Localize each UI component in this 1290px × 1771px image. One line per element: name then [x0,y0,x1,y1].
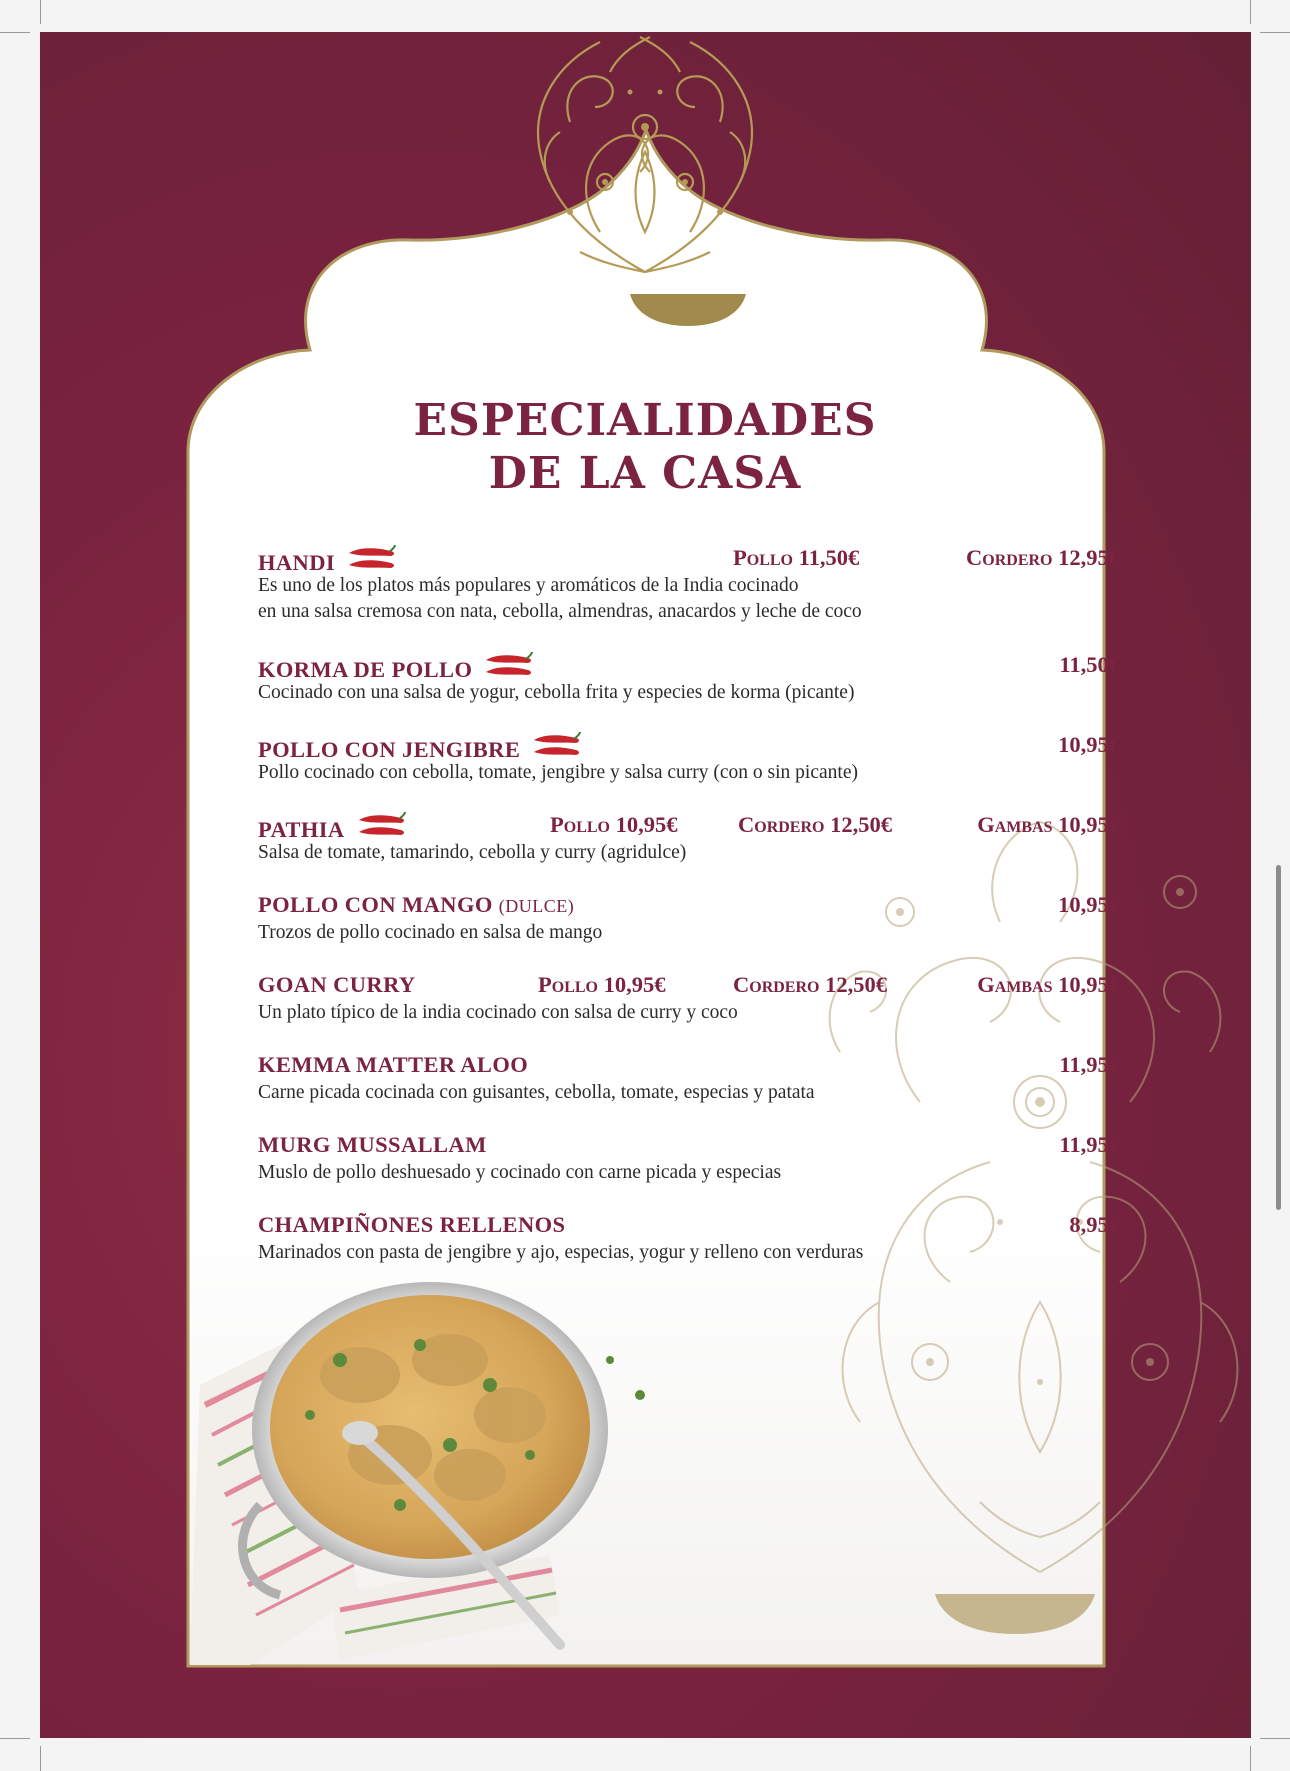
item-name: HANDI [258,545,397,581]
price-cordero: Cordero 12,50€ [733,972,887,997]
chili-pepper-icon [355,812,407,848]
bowl-ornament-top [630,292,746,328]
item-name: POLLO CON MANGO (DULCE) [258,892,575,917]
paisley-ornament-top [510,32,780,292]
item-name: PATHIA [258,812,407,848]
chili-pepper-icon [345,545,397,581]
menu-item-pollo-con-mango [258,892,1120,946]
item-description-line2: en una salsa cremosa con nata, cebolla, almendras, anacardos y leche de coco [258,601,862,622]
item-description: Cocinado con una salsa de yogur, cebolla frita y especies de korma (picante) [258,682,855,703]
price-pollo: Pollo 11,50€ [733,545,860,570]
price-gambas: Gambas 10,95€ [977,812,1120,837]
item-description: Un plato típico de la india cocinado con salsa de curry y coco [258,1002,738,1023]
crop-mark-top-left-v [40,0,41,24]
item-name: POLLO CON JENGIBRE [258,732,582,768]
price: 10,95€ [1058,892,1120,917]
price-pollo: Pollo 10,95€ [550,812,678,837]
crop-mark-bottom-right [1260,1738,1290,1739]
menu-item-pathia [258,812,1120,866]
menu-item-korma-de-pollo [258,652,1120,706]
menu-title-line1: ESPECIALIDADES [413,395,877,446]
item-description: Marinados con pasta de jengibre y ajo, especias, yogur y relleno con verduras [258,1242,864,1263]
price-cordero: Cordero 12,95€ [966,545,1120,570]
item-description: Trozos de pollo cocinado en salsa de mango [258,922,603,943]
item-name: CHAMPIÑONES RELLENOS [258,1212,566,1237]
chili-pepper-icon [482,652,534,688]
menu-item-champinones-rellenos [258,1212,1120,1266]
menu-item-pollo-con-jengibre [258,732,1120,786]
item-description-line1: Es uno de los platos más populares y aromáticos de la India cocinado [258,575,799,596]
menu-item-murg-mussallam [258,1132,1120,1186]
item-name: GOAN CURRY [258,972,416,997]
item-description: Pollo cocinado con cebolla, tomate, jengibre y salsa curry (con o sin picante) [258,762,858,783]
menu-title-line2: DE LA CASA [488,448,802,499]
crop-mark-bottom-right-v [1250,1746,1251,1771]
price: 10,95€ [1058,732,1120,757]
price-cordero: Cordero 12,50€ [738,812,892,837]
crop-mark-top-right [1260,32,1290,33]
item-name: KEMMA MATTER ALOO [258,1052,529,1077]
price: 11,95€ [1059,1052,1120,1077]
bowl-ornament-bottom [935,1592,1095,1636]
menu-item-handi [258,545,1120,625]
scrollbar-thumb[interactable] [1276,865,1281,1210]
item-name: KORMA DE POLLO [258,652,534,688]
crop-mark-top-right-v [1250,0,1251,24]
price: 8,95€ [1069,1212,1120,1237]
menu-item-kemma-matter-aloo [258,1052,1120,1106]
crop-mark-bottom-left [0,1738,30,1739]
curry-dish-photo [190,1265,690,1665]
price: 11,50€ [1059,652,1120,677]
menu-item-goan-curry [258,972,1120,1026]
item-description: Salsa de tomate, tamarindo, cebolla y curry (agridulce) [258,842,687,863]
item-name: MURG MUSSALLAM [258,1132,487,1157]
price: 11,95€ [1059,1132,1120,1157]
crop-mark-top-left [0,32,30,33]
price-gambas: Gambas 10,95€ [977,972,1120,997]
item-note: (DULCE) [498,896,575,916]
item-description: Muslo de pollo deshuesado y cocinado con carne picada y especias [258,1162,782,1183]
price-pollo: Pollo 10,95€ [538,972,666,997]
crop-mark-bottom-left-v [40,1746,41,1771]
chili-pepper-icon [530,732,582,768]
item-description: Carne picada cocinada con guisantes, cebolla, tomate, especias y patata [258,1082,815,1103]
